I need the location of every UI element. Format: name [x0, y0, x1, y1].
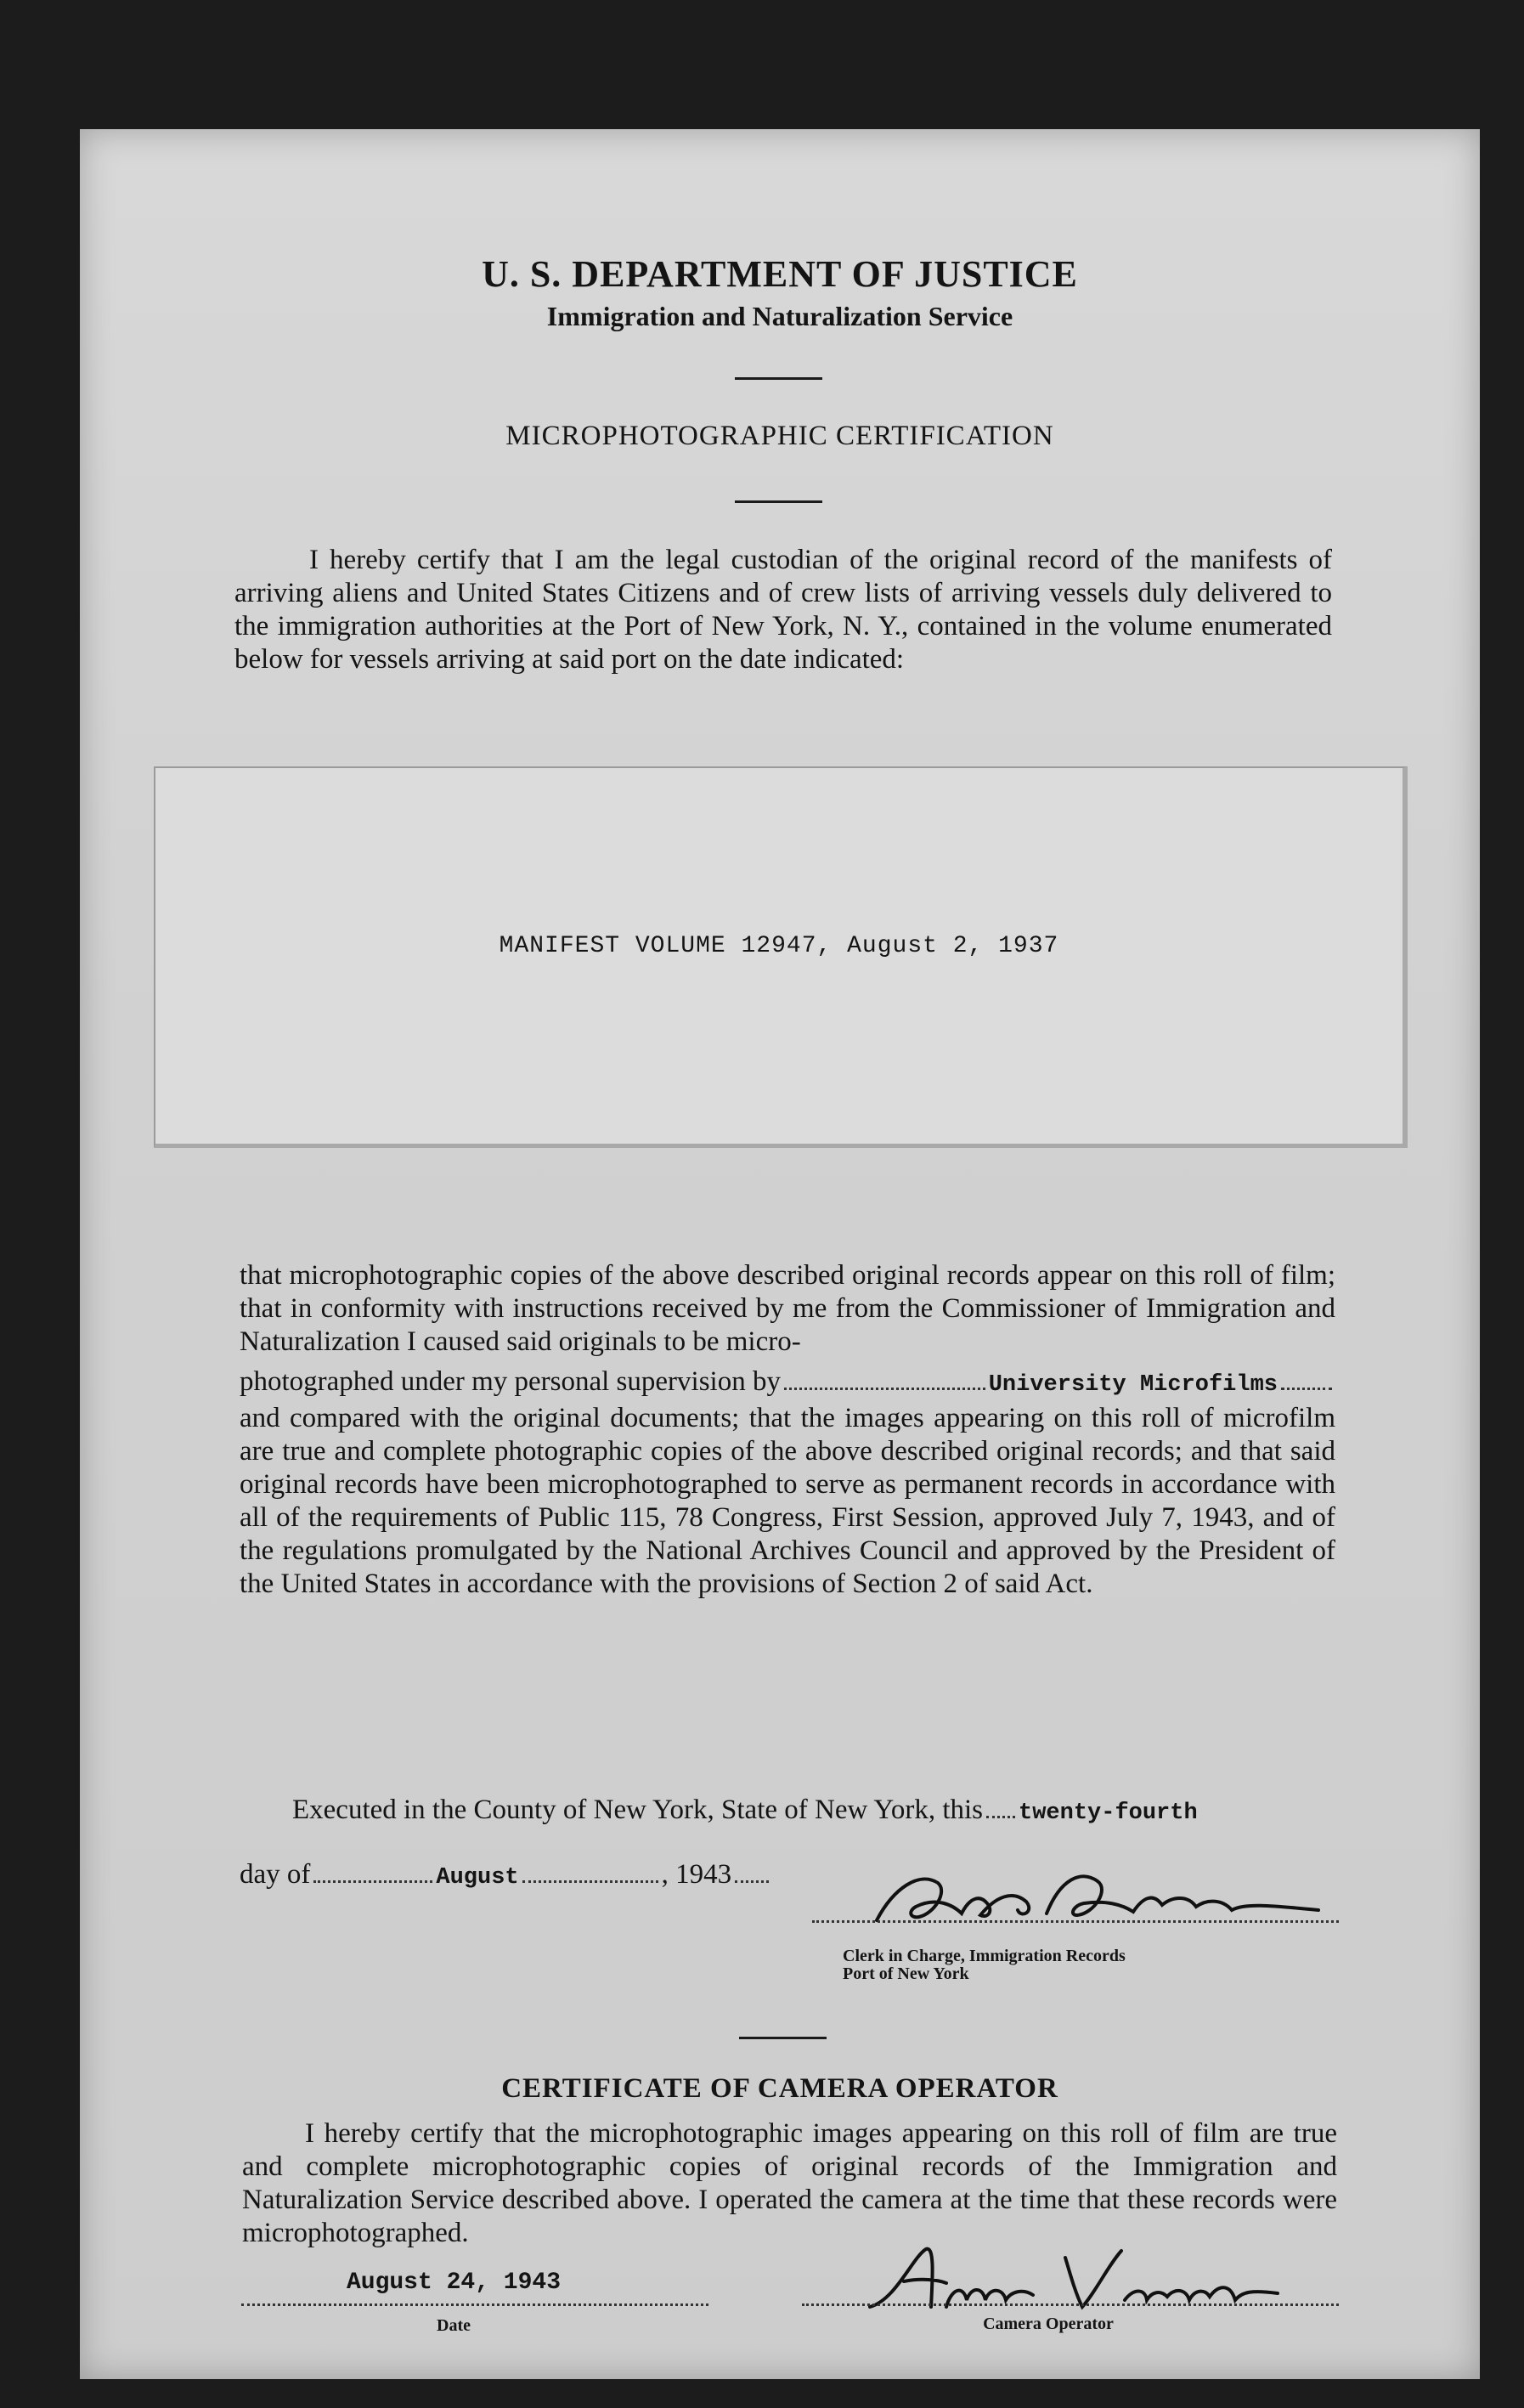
- execution-prefix: Executed in the County of New York, State of New York, this: [292, 1795, 984, 1825]
- clerk-title-line: Clerk in Charge, Immigration Records: [843, 1947, 1126, 1965]
- certificate-page: [80, 129, 1480, 2379]
- camera-operator-label: Camera Operator: [983, 2315, 1114, 2333]
- dotted-leader: [735, 1879, 769, 1883]
- date-line: [241, 2270, 708, 2306]
- day-of-line: [240, 1859, 834, 1891]
- execution-line: [240, 1795, 1335, 1826]
- day-of-label: day of: [240, 1859, 311, 1890]
- dotted-leader: [1281, 1387, 1332, 1390]
- intro-text: I hereby certify that I am the legal custodian of the original record of the manifests of arriving aliens and United States Citizens and of crew lists of arriving vessels duly delivered to the immigration authorities at the Port of New York, N. Y., contained in the volume enumerated below for vessels arriving at said port on the date indicated:: [234, 545, 1332, 675]
- date-label: Date: [437, 2316, 471, 2335]
- certification-title: MICROPHOTOGRAPHIC CERTIFICATION: [505, 421, 1054, 451]
- dotted-leader: [522, 1879, 658, 1883]
- agent-name: University Microfilms: [988, 1372, 1278, 1398]
- manifest-insert-slip: [154, 766, 1408, 1148]
- certificate-date: August 24, 1943: [346, 2270, 562, 2296]
- execution-day: twenty-fourth: [1019, 1800, 1198, 1826]
- execution-year: , 1943: [661, 1859, 732, 1890]
- camera-certificate-paragraph: [242, 2117, 1337, 2250]
- dotted-leader: [784, 1387, 985, 1390]
- camera-certificate-text: I hereby certify that the microphotographic images appearing on this roll of film are true and complete microphotographic copies of original records of the Immigration and Naturalization Service described above. I operated the camera at the time that these records were microphotographed.: [242, 2118, 1337, 2248]
- divider: [735, 377, 822, 380]
- agent-line-prefix: photographed under my personal supervision by: [240, 1366, 781, 1397]
- dotted-leader: [313, 1879, 432, 1883]
- clerk-title-line: Port of New York: [843, 1964, 969, 1983]
- manifest-entry: MANIFEST VOLUME 12947, August 2, 1937: [499, 933, 1059, 959]
- agent-line: [240, 1365, 1335, 1402]
- clerk-signature-line: [812, 1920, 1339, 1923]
- intro-paragraph: [234, 544, 1332, 676]
- department-heading: U. S. DEPARTMENT OF JUSTICE: [482, 253, 1078, 295]
- certification-body: [240, 1259, 1335, 1601]
- divider: [735, 500, 822, 503]
- camera-operator-signature-line: [802, 2303, 1339, 2306]
- body-text-before-agent: that microphotographic copies of the above described original records appear on this roll of film; that in conformity with instructions received by me from the Commissioner of Immigration and Naturalization I caused said originals to be micro-: [240, 1260, 1335, 1357]
- divider: [739, 2037, 827, 2039]
- execution-month: August: [436, 1865, 519, 1891]
- body-text-after-agent: and compared with the original documents; that the images appearing on this roll of microfilm are true and complete photographic copies of the above described original records; and that said original records have been microphotographed to serve as permanent records in accordance with all of the requirements of Public 115, 78 Congress, First Session, approved July 7, 1943, and of the regulations promulgated by the National Archives Council and approved by the President of the United States in accordance with the provisions of Section 2 of said Act.: [240, 1403, 1335, 1599]
- service-heading: Immigration and Naturalization Service: [546, 301, 1013, 331]
- camera-certificate-title: CERTIFICATE OF CAMERA OPERATOR: [501, 2073, 1058, 2104]
- dotted-leader: [986, 1815, 1015, 1818]
- clerk-title: [843, 1947, 1126, 1983]
